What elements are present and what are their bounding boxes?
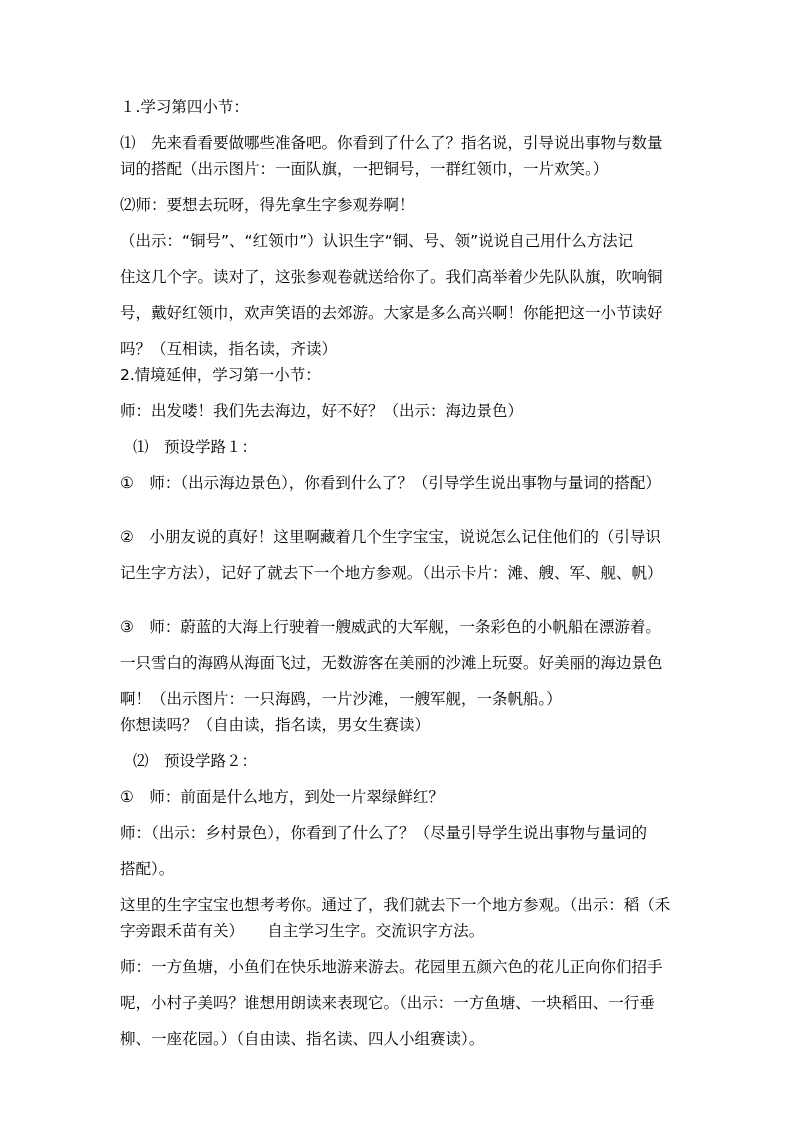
paragraph-line: 师：一方鱼塘，小鱼们在快乐地游来游去。花园里五颜六色的花儿正向你们招手 [120,958,663,976]
paragraph-line: ⑴ 先来看看要做哪些准备吧。你看到了什么了？指名说，引导说出事物与数量 [120,134,663,152]
paragraph-line: ① 师：（出示海边景色），你看到什么了？（引导学生说出事物与量词的搭配） [120,474,661,492]
section-heading-2: 2.情境延伸，学习第一小节： [120,366,321,384]
paragraph-line: 一只雪白的海鸥从海面飞过，无数游客在美丽的沙滩上玩耍。好美丽的海边景色 [120,654,663,672]
paragraph-line: ③ 师：蔚蓝的大海上行驶着一艘威武的大军舰，一条彩色的小帆船在漂游着。 [120,618,661,636]
paragraph-line: 字旁跟禾苗有关） 自主学习生字。交流识字方法。 [120,922,485,940]
paragraph-line: 住这几个字。读对了，这张参观卷就送给你了。我们高举着少先队队旗，吹响铜 [120,268,663,286]
paragraph-line: 号，戴好红领巾，欢声笑语的去郊游。大家是多么高兴啊！你能把这一小节读好 [120,304,663,322]
section-heading-1: １.学习第四小节： [120,98,249,116]
paragraph-line: 啊！（出示图片：一只海鸥，一片沙滩，一艘军舰，一条帆船。） [120,690,562,708]
paragraph-line: 呢，小村子美吗？谁想用朗读来表现它。（出示：一方鱼塘、一块稻田、一行垂 [120,994,655,1012]
paragraph-line: ⑵师：要想去玩呀，得先拿生字参观券啊！ [120,196,415,214]
paragraph-line: 柳、一座花园。）（自由读、指名读、四人小组赛读）。 [120,1030,485,1048]
paragraph-line: 记生字方法），记好了就去下一个地方参观。（出示卡片：滩、艘、军、舰、帆） [120,564,663,582]
paragraph-line: 师：（出示：乡村景色），你看到了什么了？（尽量引导学生说出事物与量词的 [120,824,648,842]
paragraph-line: 师：出发喽！我们先去海边，好不好？（出示：海边景色） [120,402,524,420]
paragraph-line: ② 小朋友说的真好！这里啊藏着几个生字宝宝，说说怎么记住他们的（引导识 [120,528,661,546]
paragraph-line: 词的搭配（出示图片：一面队旗，一把铜号，一群红领巾，一片欢笑。） [120,160,609,178]
paragraph-line: 搭配）。 [120,860,175,878]
subsection-heading: ⑴ 预设学路１： [133,438,258,456]
subsection-heading: ⑵ 预设学路２： [133,752,258,770]
document-body [120,94,680,1052]
paragraph-line: 这里的生字宝宝也想考考你。通过了，我们就去下一个地方参观。（出示：稻（禾 [120,896,671,914]
paragraph-line: （出示：“铜号”、“红领巾”）认识生字“铜、号、领”说说自己用什么方法记 [120,232,634,250]
paragraph-line: 吗？（互相读，指名读，齐读） [120,340,338,358]
paragraph-line: 你想读吗？（自由读，指名读，男女生赛读） [120,716,431,734]
paragraph-line: ① 师：前面是什么地方，到处一片翠绿鲜红？ [120,788,444,806]
